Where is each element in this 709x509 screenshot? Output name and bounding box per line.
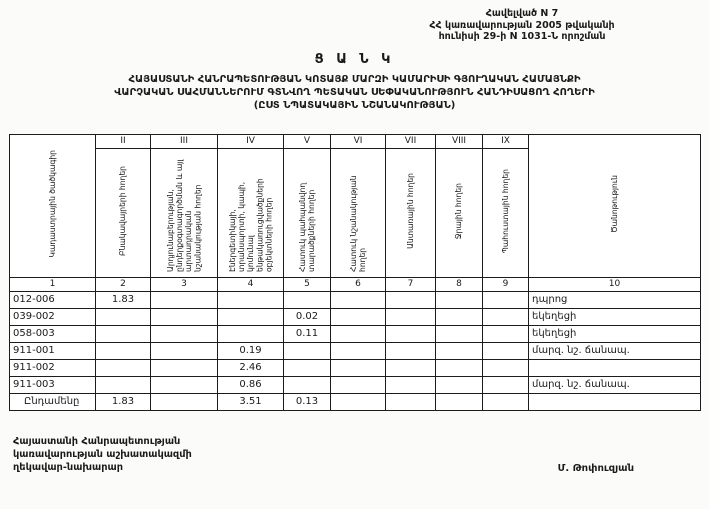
value-cell — [483, 376, 529, 393]
col-header-category-3-label: Արդյունաբերության, ընդերքօգտագործման և այլ արտադրական նշանակության հողեր — [165, 159, 203, 273]
col-header-cadastral-code-label: Կադաստրային ծածկագիր — [47, 150, 57, 259]
value-cell: 1.83 — [96, 393, 151, 410]
value-cell — [483, 342, 529, 359]
column-number-row — [10, 277, 701, 291]
col-header-category-5 — [284, 148, 331, 277]
value-cell — [331, 342, 386, 359]
value-cell: 3.51 — [218, 393, 284, 410]
value-cell — [331, 376, 386, 393]
roman-numeral-6: VI — [331, 134, 386, 148]
note-cell — [529, 393, 701, 410]
col-number-5: 5 — [284, 277, 331, 291]
value-cell: 0.02 — [284, 308, 331, 325]
value-cell — [483, 359, 529, 376]
value-cell — [483, 325, 529, 342]
value-cell — [151, 342, 218, 359]
note-cell: մարզ. նշ. ճանապ. — [529, 376, 701, 393]
value-cell — [151, 325, 218, 342]
value-cell: 1.83 — [96, 291, 151, 308]
col-header-category-5-label: Հատուկ պահպանվող տարածքների հողեր — [297, 183, 316, 273]
roman-numeral-3: III — [151, 134, 218, 148]
page-title: Ց Ա Ն Կ — [314, 51, 395, 67]
col-number-6: 6 — [331, 277, 386, 291]
roman-numeral-2: II — [96, 134, 151, 148]
annex-line-2: ՀՀ կառավարության 2005 թվականի — [429, 19, 615, 31]
value-cell — [483, 308, 529, 325]
footer-line-2: կառավարության աշխատակազմի — [13, 448, 192, 460]
col-number-7: 7 — [386, 277, 436, 291]
value-cell — [151, 376, 218, 393]
col-header-category-7-label: Անտառային հողեր — [405, 173, 415, 250]
cadastral-code-cell: 911-001 — [10, 342, 96, 359]
col-header-category-2-label: Բնակավայրերի հողեր — [118, 166, 128, 257]
value-cell — [284, 376, 331, 393]
col-number-1: 1 — [10, 277, 96, 291]
col-header-notes-label: Ծանոթություն — [609, 175, 619, 234]
col-header-category-7 — [386, 148, 436, 277]
document-subtitle — [9, 73, 700, 112]
cadastral-code-cell: 012-006 — [10, 291, 96, 308]
land-parcels-table — [9, 134, 701, 411]
value-cell — [386, 291, 436, 308]
col-number-4: 4 — [218, 277, 284, 291]
value-cell — [386, 308, 436, 325]
total-label-cell: Ընդամենը — [10, 393, 96, 410]
subtitle-line-2: ՎԱՐՉԱԿԱՆ ՍԱՀՄԱՆՆԵՐՈՒՄ ԳՏՆՎՈՂ ՊԵՏԱԿԱՆ ՍԵՓԱԿԱՆՈՒԹՅՈՒՆ ՀԱՆԴԻՍԱՑՈՂ ՀՈՂԵՐԻ — [114, 86, 595, 98]
annex-line-3: հունիսի 29-ի N 1031-Ն որոշման — [438, 31, 606, 43]
value-cell — [331, 393, 386, 410]
value-cell — [218, 308, 284, 325]
value-cell — [436, 291, 483, 308]
value-cell: 0.19 — [218, 342, 284, 359]
col-number-2: 2 — [96, 277, 151, 291]
col-number-10: 10 — [529, 277, 701, 291]
cadastral-code-cell: 039-002 — [10, 308, 96, 325]
annex-line-1: Հավելված N 7 — [485, 8, 559, 19]
value-cell — [386, 393, 436, 410]
table-row — [10, 291, 701, 308]
col-header-category-6 — [331, 148, 386, 277]
cadastral-code-cell: 911-003 — [10, 376, 96, 393]
value-cell — [96, 342, 151, 359]
annex-note — [362, 8, 682, 43]
value-cell — [386, 359, 436, 376]
value-cell — [331, 325, 386, 342]
col-number-9: 9 — [483, 277, 529, 291]
value-cell: 0.13 — [284, 393, 331, 410]
value-cell — [386, 325, 436, 342]
note-cell — [529, 359, 701, 376]
value-cell — [483, 393, 529, 410]
value-cell: 0.86 — [218, 376, 284, 393]
value-cell — [151, 291, 218, 308]
value-cell — [331, 359, 386, 376]
col-header-category-8 — [436, 148, 483, 277]
roman-numeral-9: IX — [483, 134, 529, 148]
value-cell — [96, 376, 151, 393]
note-cell: դպրոց — [529, 291, 701, 308]
value-cell — [96, 359, 151, 376]
value-cell — [151, 308, 218, 325]
col-number-8: 8 — [436, 277, 483, 291]
signature-name: Մ. Թոփուզյան — [557, 463, 634, 475]
value-cell — [436, 359, 483, 376]
value-cell — [284, 359, 331, 376]
value-cell — [331, 291, 386, 308]
value-cell — [436, 325, 483, 342]
subtitle-line-1: ՀԱՅԱՍՏԱՆԻ ՀԱՆՐԱՊԵՏՈՒԹՅԱՆ ԿՈՏԱՅՔ ՄԱՐԶԻ ԿԱՄԱՐԻՍԻ ԳՅՈՒՂԱԿԱՆ ՀԱՄԱՅՆՔԻ — [128, 73, 581, 85]
value-cell — [436, 393, 483, 410]
value-cell — [436, 308, 483, 325]
roman-numeral-8: VIII — [436, 134, 483, 148]
value-cell: 0.11 — [284, 325, 331, 342]
footer-line-3: ղեկավար-նախարար — [13, 462, 124, 474]
col-header-category-3 — [151, 148, 218, 277]
cadastral-code-cell: 911-002 — [10, 359, 96, 376]
col-header-category-2 — [96, 148, 151, 277]
value-cell — [218, 291, 284, 308]
col-header-notes — [529, 134, 701, 277]
col-header-category-4-label: Էներգետիկայի, տրանսպորտի, կապի, կոմունալ ենթակառուցվածքների օբյեկտների հողեր — [227, 178, 274, 273]
value-cell — [436, 342, 483, 359]
footer-signatory — [13, 435, 192, 475]
value-cell — [151, 359, 218, 376]
value-cell — [218, 325, 284, 342]
table-row — [10, 376, 701, 393]
roman-numeral-4: IV — [218, 134, 284, 148]
note-cell: եկեղեցի — [529, 325, 701, 342]
note-cell: մարզ. նշ. ճանապ. — [529, 342, 701, 359]
table-row — [10, 342, 701, 359]
roman-numeral-row — [10, 134, 701, 148]
value-cell — [96, 325, 151, 342]
value-cell: 2.46 — [218, 359, 284, 376]
value-cell — [331, 308, 386, 325]
value-cell — [284, 342, 331, 359]
value-cell — [483, 291, 529, 308]
footer-line-1: Հայաստանի Հանրապետության — [13, 435, 181, 447]
col-header-category-9 — [483, 148, 529, 277]
value-cell — [96, 308, 151, 325]
table-row — [10, 308, 701, 325]
col-header-category-4 — [218, 148, 284, 277]
cadastral-code-cell: 058-003 — [10, 325, 96, 342]
table-row — [10, 359, 701, 376]
roman-numeral-7: VII — [386, 134, 436, 148]
col-number-3: 3 — [151, 277, 218, 291]
note-cell: եկեղեցի — [529, 308, 701, 325]
col-header-category-9-label: Պահուստային հողեր — [500, 169, 510, 254]
value-cell — [151, 393, 218, 410]
col-header-cadastral-code — [10, 134, 96, 277]
col-header-category-8-label: Ջրային հողեր — [454, 183, 464, 240]
value-cell — [386, 342, 436, 359]
value-cell — [436, 376, 483, 393]
total-row — [10, 393, 701, 410]
col-header-category-6-label: Հատուկ նշանակության հողեր — [348, 175, 367, 273]
subtitle-line-3: (ԸՍՏ ՆՊԱՏԱԿԱՅԻՆ ՆՇԱՆԱԿՈՒԹՅԱՆ) — [253, 99, 456, 111]
document-footer — [9, 435, 700, 475]
roman-numeral-5: V — [284, 134, 331, 148]
table-row — [10, 325, 701, 342]
value-cell — [386, 376, 436, 393]
value-cell — [284, 291, 331, 308]
